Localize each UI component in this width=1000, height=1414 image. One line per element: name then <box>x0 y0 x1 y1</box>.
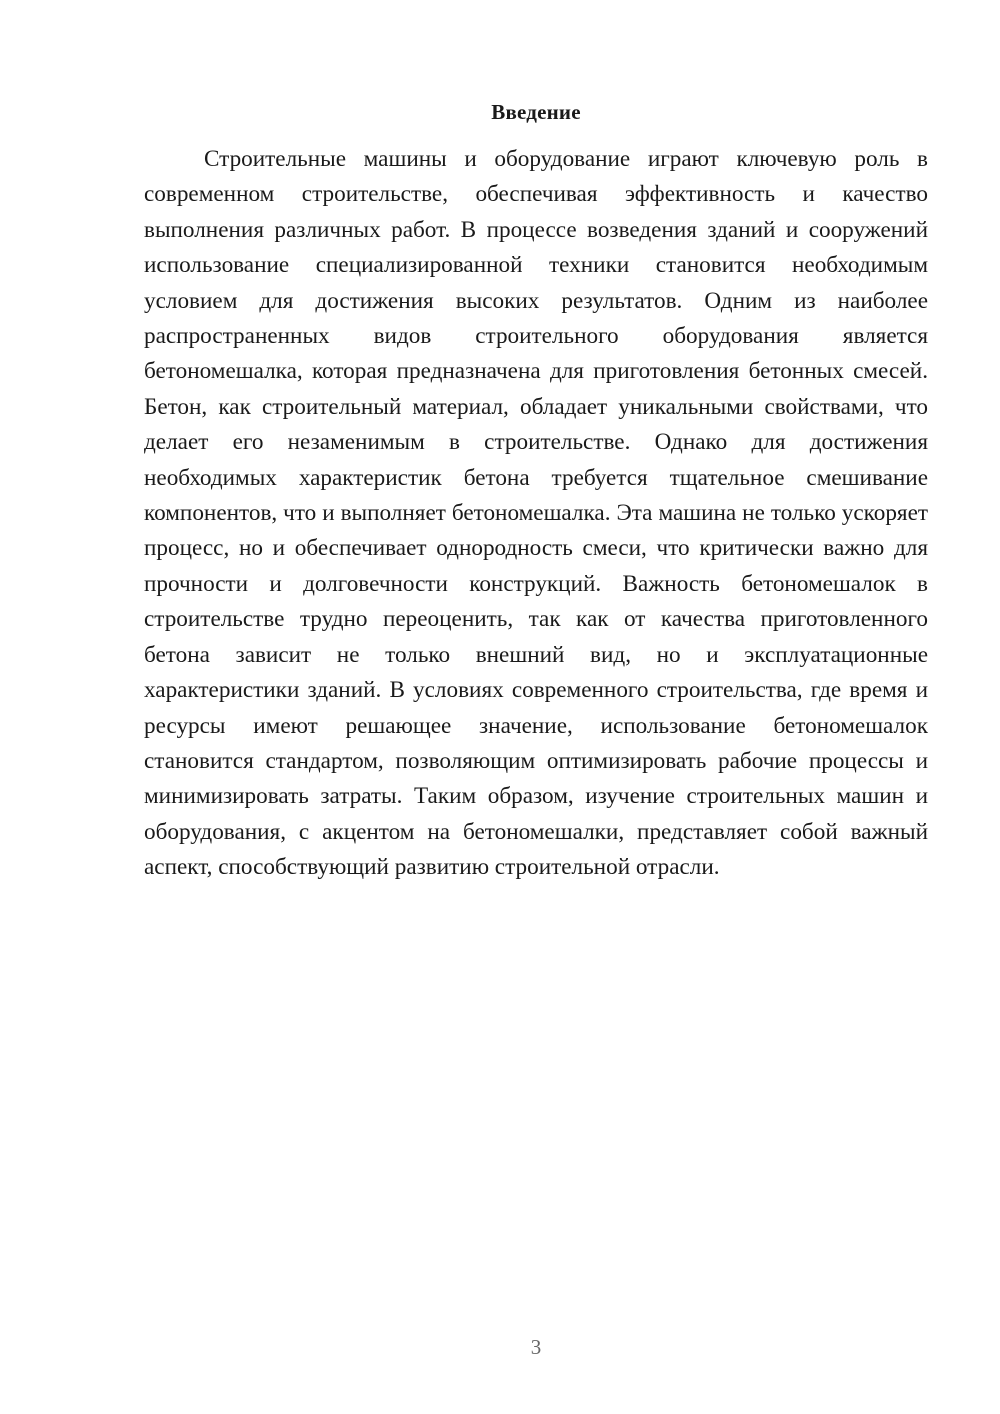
body-paragraph: Строительные машины и оборудование играют ключевую роль в современном строительстве, обеспечивая эффективность и качество выполнения различных работ. В процессе возведения зданий и сооружений использование специализированной техники становится необходимым условием для достижения высоких результатов. Одним из наиболее распространенных видов строительного оборудования является бетономешалка, которая предназначена для приготовления бетонных смесей. Бетон, как строительный материал, обладает уникальными свойствами, что делает его незаменимым в строительстве. Однако для достижения необходимых характеристик бетона требуется тщательное смешивание компонентов, что и выполняет бетономешалка. Эта машина не только ускоряет процесс, но и обеспечивает однородность смеси, что критически важно для прочности и долговечности конструкций. Важность бетономешалок в строительстве трудно переоценить, так как от качества приготовленного бетона зависит не только внешний вид, но и эксплуатационные характеристики зданий. В условиях современного строительства, где время и ресурсы имеют решающее значение, использование бетономешалок становится стандартом, позволяющим оптимизировать рабочие процессы и минимизировать затраты. Таким образом, изучение строительных машин и оборудования, с акцентом на бетономешалки, представляет собой важный аспект, способствующий развитию строительной отрасли. <box>144 146 928 881</box>
page-number: 3 <box>530 1335 542 1359</box>
section-heading: Введение <box>491 100 581 124</box>
